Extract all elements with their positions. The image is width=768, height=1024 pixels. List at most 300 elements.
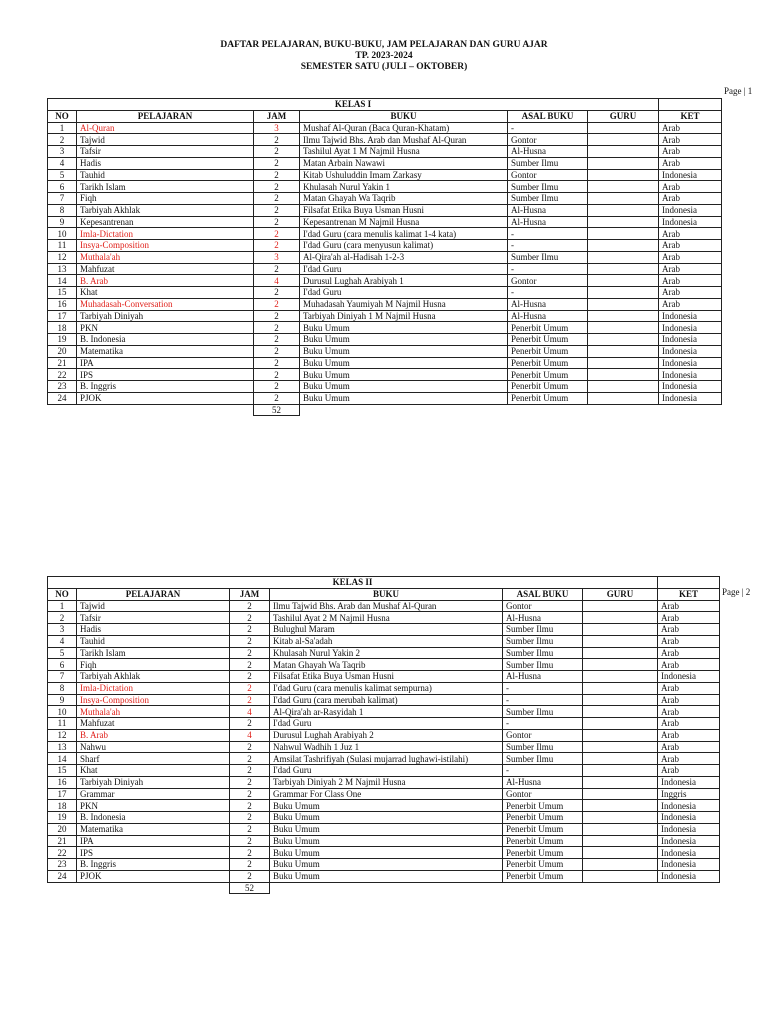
row-buku: Tarbiyah Diniyah 1 M Najmil Husna <box>300 310 508 322</box>
row-ket: Arab <box>659 193 722 205</box>
row-asal-buku: Penerbit Umum <box>508 322 588 334</box>
row-no: 7 <box>48 671 77 683</box>
table-row <box>48 870 720 882</box>
row-pelajaran: Imla-Dictation <box>77 228 254 240</box>
row-no: 20 <box>48 345 77 357</box>
page-number-1: Page | 1 <box>724 86 753 96</box>
row-pelajaran: IPS <box>77 369 254 381</box>
row-jam: 2 <box>254 134 300 146</box>
row-jam: 2 <box>254 228 300 240</box>
row-guru <box>583 718 658 730</box>
row-no: 2 <box>48 612 77 624</box>
row-no: 3 <box>48 146 77 158</box>
row-jam: 4 <box>230 706 270 718</box>
row-asal-buku: Sumber Ilmu <box>503 753 583 765</box>
row-guru <box>588 216 659 228</box>
row-pelajaran: Insya-Composition <box>77 240 254 252</box>
row-buku: Buku Umum <box>270 800 503 812</box>
row-jam: 2 <box>230 612 270 624</box>
row-guru <box>583 600 658 612</box>
row-guru <box>588 263 659 275</box>
row-no: 20 <box>48 823 77 835</box>
row-asal-buku: Sumber Ilmu <box>503 706 583 718</box>
row-buku: Buku Umum <box>270 847 503 859</box>
row-no: 18 <box>48 800 77 812</box>
row-jam: 2 <box>230 753 270 765</box>
document-title <box>0 40 768 73</box>
row-asal-buku: - <box>508 287 588 299</box>
col-header-no: NO <box>48 588 77 600</box>
row-jam: 3 <box>254 122 300 134</box>
row-jam: 2 <box>230 776 270 788</box>
row-no: 9 <box>48 694 77 706</box>
row-buku: Ilmu Tajwid Bhs. Arab dan Mushaf Al-Quran <box>300 134 508 146</box>
row-ket: Indonesia <box>659 310 722 322</box>
row-buku: Buku Umum <box>300 381 508 393</box>
table-row <box>48 694 720 706</box>
row-pelajaran: IPA <box>77 357 254 369</box>
kelas-1-title-blank <box>659 99 722 111</box>
row-buku: Buku Umum <box>300 357 508 369</box>
row-asal-buku: Gontor <box>503 788 583 800</box>
col-header-ket: KET <box>658 588 720 600</box>
row-asal-buku: Al-Husna <box>508 204 588 216</box>
row-pelajaran: PKN <box>77 800 230 812</box>
row-ket: Arab <box>659 146 722 158</box>
row-guru <box>588 357 659 369</box>
table-row <box>48 635 720 647</box>
row-buku: Buku Umum <box>270 835 503 847</box>
row-asal-buku: Sumber Ilmu <box>508 181 588 193</box>
row-buku: Ilmu Tajwid Bhs. Arab dan Mushaf Al-Quran <box>270 600 503 612</box>
row-no: 17 <box>48 310 77 322</box>
row-ket: Arab <box>659 275 722 287</box>
row-guru <box>588 334 659 346</box>
row-no: 23 <box>48 859 77 871</box>
row-buku: Khulasah Nurul Yakin 2 <box>270 647 503 659</box>
row-no: 11 <box>48 718 77 730</box>
row-pelajaran: Hadis <box>77 157 254 169</box>
row-jam: 2 <box>254 392 300 404</box>
row-asal-buku: Al-Husna <box>503 776 583 788</box>
row-buku: I'dad Guru (cara menulis kalimat 1-4 kata) <box>300 228 508 240</box>
row-buku: Grammar For Class One <box>270 788 503 800</box>
row-buku: Durusul Lughah Arabiyah 1 <box>300 275 508 287</box>
row-pelajaran: Sharf <box>77 753 230 765</box>
row-asal-buku: Al-Husna <box>503 671 583 683</box>
row-buku: Al-Qira'ah ar-Rasyidah 1 <box>270 706 503 718</box>
row-no: 9 <box>48 216 77 228</box>
row-guru <box>583 647 658 659</box>
row-asal-buku: Penerbit Umum <box>503 847 583 859</box>
row-pelajaran: Nahwu <box>77 741 230 753</box>
row-pelajaran: Tarikh Islam <box>77 647 230 659</box>
row-jam: 2 <box>230 823 270 835</box>
row-no: 4 <box>48 157 77 169</box>
row-asal-buku: Penerbit Umum <box>503 800 583 812</box>
row-pelajaran: PJOK <box>77 870 230 882</box>
row-guru <box>588 193 659 205</box>
row-ket: Arab <box>659 181 722 193</box>
title-line-2: TP. 2023-2024 <box>355 51 413 61</box>
kelas-2-rows <box>48 600 720 882</box>
row-jam: 2 <box>230 718 270 730</box>
row-no: 6 <box>48 659 77 671</box>
row-buku: I'dad Guru (cara menulis kalimat sempurna) <box>270 682 503 694</box>
row-no: 14 <box>48 753 77 765</box>
col-header-ket: KET <box>659 110 722 122</box>
row-asal-buku: Sumber Ilmu <box>503 635 583 647</box>
row-ket: Arab <box>658 765 720 777</box>
row-pelajaran: IPA <box>77 835 230 847</box>
row-no: 19 <box>48 812 77 824</box>
table-row <box>48 682 720 694</box>
row-asal-buku: Penerbit Umum <box>508 392 588 404</box>
row-guru <box>583 635 658 647</box>
row-ket: Arab <box>658 624 720 636</box>
row-no: 3 <box>48 624 77 636</box>
row-buku: Durusul Lughah Arabiyah 2 <box>270 729 503 741</box>
row-asal-buku: Penerbit Umum <box>508 369 588 381</box>
col-header-buku: BUKU <box>270 588 503 600</box>
row-guru <box>583 800 658 812</box>
row-jam: 2 <box>230 647 270 659</box>
row-ket: Indonesia <box>659 345 722 357</box>
row-ket: Indonesia <box>658 823 720 835</box>
row-ket: Arab <box>659 122 722 134</box>
row-ket: Arab <box>658 741 720 753</box>
row-buku: Buku Umum <box>270 823 503 835</box>
row-guru <box>583 729 658 741</box>
row-no: 16 <box>48 298 77 310</box>
row-buku: I'dad Guru <box>300 287 508 299</box>
row-jam: 2 <box>230 788 270 800</box>
row-jam: 2 <box>254 169 300 181</box>
row-ket: Arab <box>659 298 722 310</box>
row-jam: 2 <box>254 157 300 169</box>
row-ket: Arab <box>658 635 720 647</box>
row-no: 13 <box>48 263 77 275</box>
row-guru <box>588 157 659 169</box>
row-jam: 2 <box>254 345 300 357</box>
table-row <box>48 193 722 205</box>
row-asal-buku: Sumber Ilmu <box>508 157 588 169</box>
row-pelajaran: Tarikh Islam <box>77 181 254 193</box>
row-jam: 2 <box>254 146 300 158</box>
table-row <box>48 122 722 134</box>
row-jam: 2 <box>230 600 270 612</box>
table-row <box>48 624 720 636</box>
row-ket: Indonesia <box>658 859 720 871</box>
row-guru <box>588 287 659 299</box>
row-guru <box>588 204 659 216</box>
row-jam: 3 <box>254 251 300 263</box>
row-guru <box>588 134 659 146</box>
table-row <box>48 357 722 369</box>
table-row <box>48 776 720 788</box>
row-ket: Arab <box>658 682 720 694</box>
row-jam: 2 <box>254 381 300 393</box>
row-buku: Matan Arbain Nawawi <box>300 157 508 169</box>
row-guru <box>588 369 659 381</box>
row-pelajaran: IPS <box>77 847 230 859</box>
row-jam: 2 <box>254 298 300 310</box>
row-no: 22 <box>48 369 77 381</box>
row-asal-buku: Al-Husna <box>508 310 588 322</box>
col-header-asal-buku: ASAL BUKU <box>503 588 583 600</box>
row-pelajaran: Kepesantrenan <box>77 216 254 228</box>
row-asal-buku: Gontor <box>503 729 583 741</box>
table-row <box>48 392 722 404</box>
row-no: 17 <box>48 788 77 800</box>
row-ket: Indonesia <box>659 204 722 216</box>
row-asal-buku: Penerbit Umum <box>508 334 588 346</box>
row-guru <box>583 694 658 706</box>
table-row <box>48 216 722 228</box>
row-ket: Arab <box>658 729 720 741</box>
row-asal-buku: Penerbit Umum <box>508 345 588 357</box>
row-pelajaran: B. Inggris <box>77 859 230 871</box>
row-buku: Bulughul Maram <box>270 624 503 636</box>
table-row <box>48 812 720 824</box>
row-guru <box>583 671 658 683</box>
row-guru <box>588 298 659 310</box>
row-asal-buku: Gontor <box>508 134 588 146</box>
row-guru <box>583 765 658 777</box>
row-buku: Muhadasah Yaumiyah M Najmil Husna <box>300 298 508 310</box>
row-pelajaran: Muthala'ah <box>77 706 230 718</box>
row-buku: Kepesantrenan M Najmil Husna <box>300 216 508 228</box>
row-no: 1 <box>48 122 77 134</box>
row-pelajaran: Tauhid <box>77 169 254 181</box>
row-no: 15 <box>48 287 77 299</box>
row-jam: 4 <box>230 729 270 741</box>
row-asal-buku: - <box>508 228 588 240</box>
col-header-asal-buku: ASAL BUKU <box>508 110 588 122</box>
row-ket: Indonesia <box>659 381 722 393</box>
row-no: 10 <box>48 228 77 240</box>
row-buku: Filsafat Etika Buya Usman Husni <box>300 204 508 216</box>
row-guru <box>583 659 658 671</box>
row-buku: I'dad Guru <box>300 263 508 275</box>
table-row <box>48 859 720 871</box>
row-ket: Indonesia <box>659 392 722 404</box>
table-row <box>48 322 722 334</box>
page-number-2: Page | 2 <box>722 587 751 597</box>
table-row <box>48 600 720 612</box>
row-jam: 2 <box>254 310 300 322</box>
row-guru <box>588 240 659 252</box>
row-guru <box>583 859 658 871</box>
row-pelajaran: Tarbiyah Diniyah <box>77 776 230 788</box>
row-no: 10 <box>48 706 77 718</box>
row-asal-buku: - <box>503 694 583 706</box>
row-jam: 2 <box>254 193 300 205</box>
table-row <box>48 334 722 346</box>
row-asal-buku: Al-Husna <box>508 146 588 158</box>
row-asal-buku: Penerbit Umum <box>503 870 583 882</box>
row-pelajaran: Tafsir <box>77 612 230 624</box>
row-ket: Arab <box>658 612 720 624</box>
row-no: 19 <box>48 334 77 346</box>
row-asal-buku: - <box>508 263 588 275</box>
row-jam: 2 <box>230 694 270 706</box>
row-no: 8 <box>48 682 77 694</box>
row-ket: Indonesia <box>658 835 720 847</box>
row-buku: I'dad Guru <box>270 718 503 730</box>
row-guru <box>588 381 659 393</box>
table-row <box>48 647 720 659</box>
row-ket: Arab <box>659 134 722 146</box>
table-row <box>48 659 720 671</box>
row-jam: 2 <box>230 765 270 777</box>
row-guru <box>583 682 658 694</box>
row-no: 2 <box>48 134 77 146</box>
col-header-guru: GURU <box>588 110 659 122</box>
row-ket: Arab <box>659 287 722 299</box>
row-pelajaran: Tarbiyah Akhlak <box>77 671 230 683</box>
row-ket: Indonesia <box>659 357 722 369</box>
row-no: 13 <box>48 741 77 753</box>
table-row <box>48 835 720 847</box>
row-jam: 2 <box>230 812 270 824</box>
row-asal-buku: - <box>503 718 583 730</box>
row-pelajaran: Insya-Composition <box>77 694 230 706</box>
row-guru <box>588 251 659 263</box>
row-guru <box>583 753 658 765</box>
kelas-1-total-jam: 52 <box>254 404 300 416</box>
row-no: 23 <box>48 381 77 393</box>
row-buku: Amsilat Tashrifiyah (Sulasi mujarrad lughawi-istilahi) <box>270 753 503 765</box>
row-guru <box>583 812 658 824</box>
row-pelajaran: B. Indonesia <box>77 334 254 346</box>
row-no: 7 <box>48 193 77 205</box>
table-row <box>48 765 720 777</box>
row-jam: 2 <box>254 181 300 193</box>
row-guru <box>588 310 659 322</box>
row-pelajaran: Khat <box>77 765 230 777</box>
row-jam: 2 <box>230 741 270 753</box>
row-ket: Arab <box>658 694 720 706</box>
row-jam: 2 <box>230 682 270 694</box>
row-pelajaran: Tajwid <box>77 134 254 146</box>
row-pelajaran: Matematika <box>77 345 254 357</box>
row-ket: Arab <box>658 718 720 730</box>
row-jam: 2 <box>254 204 300 216</box>
row-asal-buku: Penerbit Umum <box>503 812 583 824</box>
row-asal-buku: Al-Husna <box>508 216 588 228</box>
kelas-1-table <box>47 98 722 416</box>
row-ket: Indonesia <box>659 216 722 228</box>
row-jam: 2 <box>254 287 300 299</box>
row-pelajaran: Tarbiyah Diniyah <box>77 310 254 322</box>
row-no: 15 <box>48 765 77 777</box>
row-guru <box>588 169 659 181</box>
row-guru <box>588 122 659 134</box>
row-guru <box>583 870 658 882</box>
row-pelajaran: Fiqh <box>77 193 254 205</box>
row-pelajaran: Mahfuzat <box>77 263 254 275</box>
row-guru <box>588 345 659 357</box>
row-asal-buku: Sumber Ilmu <box>508 251 588 263</box>
row-guru <box>583 706 658 718</box>
row-buku: Khulasah Nurul Yakin 1 <box>300 181 508 193</box>
row-buku: Mushaf Al-Quran (Baca Quran-Khatam) <box>300 122 508 134</box>
row-guru <box>583 612 658 624</box>
table-row <box>48 204 722 216</box>
row-buku: Buku Umum <box>270 870 503 882</box>
kelas-1-rows <box>48 122 722 404</box>
row-jam: 2 <box>230 624 270 636</box>
row-asal-buku: Penerbit Umum <box>503 823 583 835</box>
row-jam: 2 <box>230 635 270 647</box>
row-jam: 2 <box>230 835 270 847</box>
table-row <box>48 612 720 624</box>
row-pelajaran: Muhadasah-Conversation <box>77 298 254 310</box>
row-buku: Buku Umum <box>300 322 508 334</box>
row-pelajaran: Khat <box>77 287 254 299</box>
row-guru <box>583 835 658 847</box>
kelas-1-title: KELAS I <box>48 99 659 111</box>
row-asal-buku: Sumber Ilmu <box>508 193 588 205</box>
table-row <box>48 706 720 718</box>
row-jam: 2 <box>230 847 270 859</box>
row-buku: I'dad Guru <box>270 765 503 777</box>
row-asal-buku: Penerbit Umum <box>508 357 588 369</box>
row-guru <box>583 823 658 835</box>
row-guru <box>588 146 659 158</box>
row-pelajaran: Imla-Dictation <box>77 682 230 694</box>
table-row <box>48 741 720 753</box>
title-line-1: DAFTAR PELAJARAN, BUKU-BUKU, JAM PELAJARAN DAN GURU AJAR <box>220 40 548 50</box>
row-buku: Filsafat Etika Buya Usman Husni <box>270 671 503 683</box>
row-pelajaran: PJOK <box>77 392 254 404</box>
row-ket: Arab <box>658 647 720 659</box>
row-ket: Indonesia <box>658 870 720 882</box>
row-no: 18 <box>48 322 77 334</box>
row-ket: Arab <box>658 659 720 671</box>
row-no: 21 <box>48 835 77 847</box>
title-line-3: SEMESTER SATU (JULI – OKTOBER) <box>300 62 468 72</box>
row-guru <box>583 776 658 788</box>
row-no: 1 <box>48 600 77 612</box>
row-asal-buku: Al-Husna <box>503 612 583 624</box>
row-pelajaran: Muthala'ah <box>77 251 254 263</box>
row-buku: Kitab al-Sa'adah <box>270 635 503 647</box>
row-guru <box>588 392 659 404</box>
row-no: 12 <box>48 729 77 741</box>
table-row <box>48 287 722 299</box>
row-asal-buku: Al-Husna <box>508 298 588 310</box>
row-ket: Indonesia <box>659 369 722 381</box>
row-buku: Buku Umum <box>300 334 508 346</box>
row-asal-buku: Penerbit Umum <box>508 381 588 393</box>
row-pelajaran: Tajwid <box>77 600 230 612</box>
row-no: 5 <box>48 169 77 181</box>
row-buku: Tarbiyah Diniyah 2 M Najmil Husna <box>270 776 503 788</box>
row-no: 8 <box>48 204 77 216</box>
table-row <box>48 718 720 730</box>
row-ket: Indonesia <box>659 169 722 181</box>
kelas-2-title: KELAS II <box>48 577 658 589</box>
row-buku: Buku Umum <box>270 859 503 871</box>
row-buku: Buku Umum <box>300 392 508 404</box>
row-ket: Indonesia <box>659 322 722 334</box>
row-pelajaran: B. Arab <box>77 275 254 287</box>
row-no: 4 <box>48 635 77 647</box>
table-row <box>48 847 720 859</box>
kelas-2-total-jam: 52 <box>230 882 270 894</box>
